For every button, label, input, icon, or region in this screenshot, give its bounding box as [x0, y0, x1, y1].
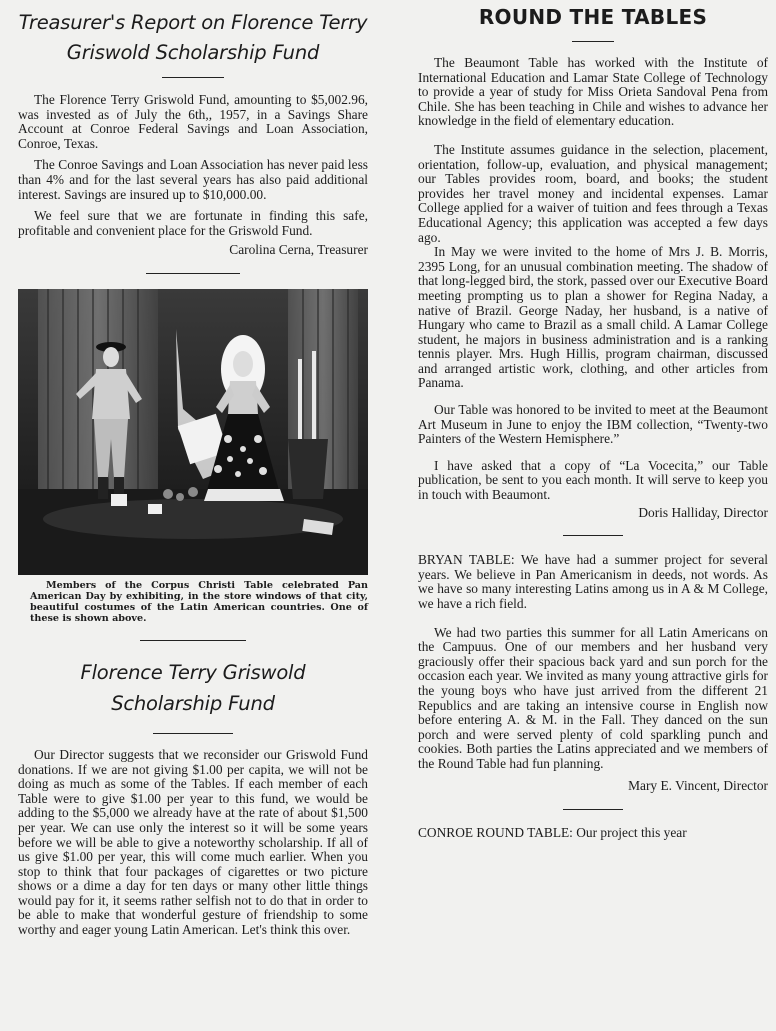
- treasurer-report-title: [18, 8, 368, 68]
- beaumont-paragraph: The Beaumont Table has worked with the Institute of International Education and Lamar State College of Technology to provide a year of study for Miss Orieta Sandoval Pena from Chile. She has been teaching in Chile and wishes to advance her knowledge in the field of elementary education.: [418, 55, 768, 129]
- photo-caption: Members of the Corpus Christi Table celebrated Pan American Day by exhibiting, in the store windows of that city, beautiful costumes of the Latin American countries. One of these is shown above.: [30, 579, 368, 624]
- scholarship-title-line2: Scholarship Fund: [111, 691, 275, 715]
- beaumont-paragraph: In May we were invited to the home of Mrs J. B. Morris, 2395 Long, for an unusual combination meeting. The shadow of that long-legged bird, the stork, passed over our Executive Board meeting prompting us to plan a shower for Regina Naday, a native of Brazil. George Naday, her husband, is a native of Hungary who came to Brazil as a small child. A Lamar College student, he majors in business administration and is a ranking tennis player. Mrs. Hugh Hillis, program chairman, discussed and arranged artistic work, clothing, and other articles from Panama.: [418, 244, 768, 391]
- beaumont-paragraph: Our Table was honored to be invited to meet at the Beaumont Art Museum in June to enjoy the IBM collection, “Twenty-two Painters of the Western Hemisphere.”: [418, 402, 768, 447]
- conroe-intro: CONROE ROUND TABLE: Our project this year: [418, 825, 687, 841]
- bryan-paragraph: We had two parties this summer for all Latin Americans on the Campuus. One of our members and her husband very graciously offer their spacious back yard and sun porch for the occasion each year. We invited as many young attractive girls for the young boys who have just arrived from the different 21 Republics and are taking an intensive course in English now before entering A. & M. in the Fall. They danced on the sun porch and were served plenty of cold sparkling punch and cookies. Both parties the Latins appreciated and we members of the Round Table had fun planning.: [418, 624, 768, 771]
- left-column: [18, 0, 368, 938]
- divider: [153, 733, 233, 734]
- divider: [563, 535, 623, 536]
- beaumont-paragraph: I have asked that a copy of “La Vocecita,” our Table publication, be sent to you each month. It will serve to keep you in touch with Beaumont.: [418, 457, 768, 503]
- divider: [146, 273, 240, 274]
- divider: [140, 640, 246, 641]
- treasurer-paragraph: The Florence Terry Griswold Fund, amounting to $5,002.96, was invested as of July the 6th,, 1957, in a Savings Share Account at Conroe Federal Savings and Loan Association, Conroe, Texas.: [18, 92, 368, 151]
- beaumont-paragraph: The Institute assumes guidance in the selection, placement, orientation, follow-up, evaluation, and physical management; our Tables provides room, board, and books; the student provides her travel money and incidental expenses. Lamar College applied for a waiver of tuition and fees through a Texas Educational Agency; this application was accepted a few days ago.: [418, 141, 768, 245]
- divider: [572, 41, 614, 42]
- bryan-signature: Mary E. Vincent, Director: [628, 777, 768, 793]
- costume-display-image: [18, 289, 368, 575]
- beaumont-signature: Doris Halliday, Director: [638, 504, 768, 520]
- treasurer-signature: Carolina Cerna, Treasurer: [229, 242, 368, 258]
- bryan-paragraph: BRYAN TABLE: We have had a summer project for several years. We believe in Pan Americanism in deeds, not words. As we have so many interesting Latins among us in A & M College, we have a rich field.: [418, 552, 768, 611]
- round-tables-title: ROUND THE TABLES: [478, 5, 708, 29]
- divider: [563, 809, 623, 810]
- scholarship-fund-title: [18, 657, 368, 719]
- store-window-photo: [18, 289, 368, 575]
- scholarship-paragraph: Our Director suggests that we reconsider our Griswold Fund donations. If we are not giving $1.00 per capita, we will not be doing as much as some of the Tables. If each member of each Table were to give $1.00 per year to this fund, we would be adding to the $5,000 we already have at the rate of about $1,500 per year. We can use only the interest so it will be some years before we will be able to give a noteworthy scholarship. If all of us give $1.00 per year, this will come much earlier. When you stop to think that four packages of cigarettes or two picture shows or a dime a day for ten days or many other little things would pay for it, it seems rather selfish not to do that in order to be able to make that wonderful gesture of friendship to some worthy and eager young Latin American. Let's think this over.: [18, 746, 368, 938]
- treasurer-title-line1: Treasurer's Report on Florence Terry: [18, 11, 368, 34]
- divider: [162, 77, 224, 78]
- scholarship-title-line1: Florence Terry Griswold: [80, 660, 306, 684]
- treasurer-paragraph: We feel sure that we are fortunate in finding this safe, profitable and convenient place for the Griswold Fund.: [18, 208, 368, 238]
- treasurer-title-line2: Griswold Scholarship Fund: [66, 41, 320, 64]
- right-column: [418, 0, 768, 841]
- treasurer-paragraph: The Conroe Savings and Loan Association has never paid less than 4% and for the last several years has also paid additional interest. Savings are insured up to $10,000.00.: [18, 157, 368, 202]
